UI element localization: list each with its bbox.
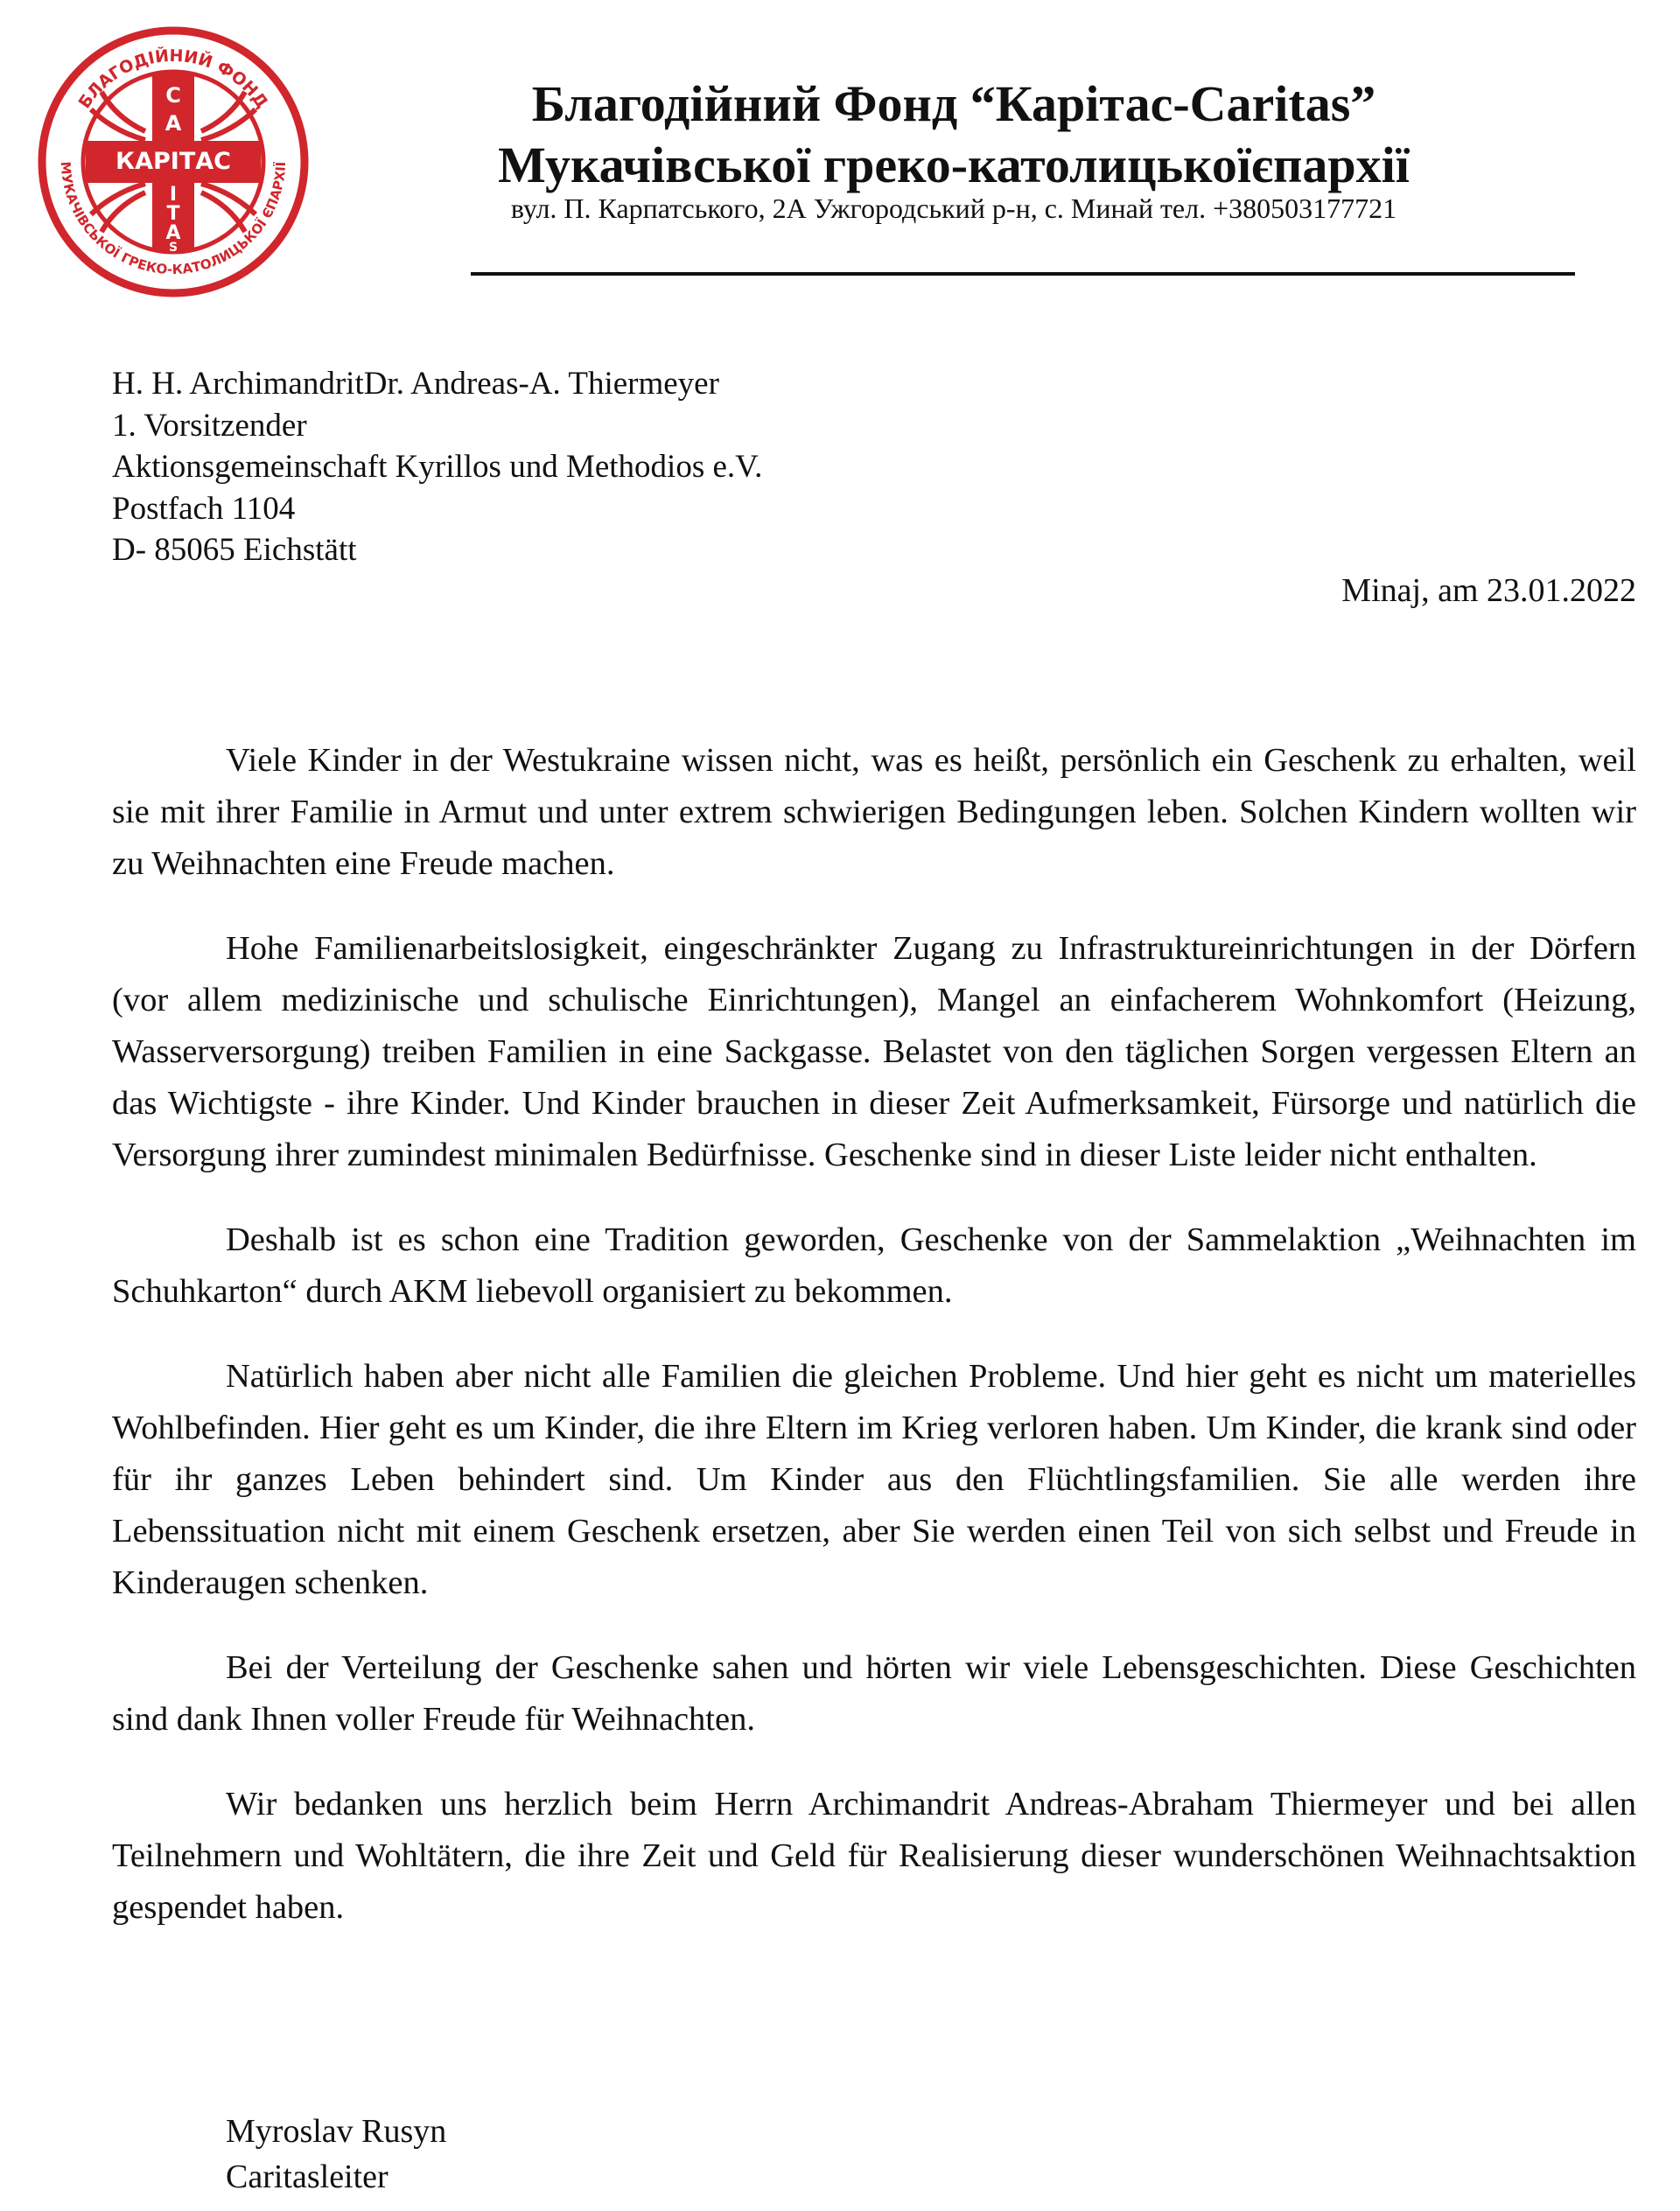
body-paragraph: Bei der Verteilung der Geschenke sahen und hörten wir viele Lebensgeschichten. Diese Geschichten sind dank Ihnen voller Freude für Weihnachten.: [112, 1649, 1636, 1738]
caritas-logo-icon: [33, 22, 313, 302]
logo-letter: A: [164, 111, 182, 136]
logo-letter: S: [168, 241, 178, 255]
body-paragraph: Natürlich haben aber nicht alle Familien die gleichen Probleme. Und hier geht es nicht um materielles Wohlbefinden. Hier geht es um Kinder, die ihre Eltern im Krieg verloren haben. Um Kinder, die krank sind oder für ihr ganzes Leben behindert sind. Um Kinder aus den Flüchtlingsfamilien. Sie alle werden ihre Lebenssituation nicht mit einem Geschenk ersetzen, aber Sie werden einen Teil von sich selbst und Freude in Kinderaugen schenken.: [112, 1358, 1636, 1601]
org-title-line2: Мукачівської греко-католицькоїєпархії: [498, 136, 1410, 193]
logo-letter: I: [169, 184, 178, 206]
logo-letter: C: [165, 83, 181, 108]
org-title-line1: Благодійний Фонд “Карітас-Caritas”: [531, 75, 1376, 132]
letter-body: [112, 735, 1636, 1967]
org-address: вул. П. Карпатського, 2А Ужгородський р-н, с. Минай тел. +380503177721: [510, 192, 1397, 224]
body-paragraph: Deshalb ist es schon eine Tradition geworden, Geschenke von der Sammelaktion „Weihnachten im Schuhkarton“ durch AKM liebevoll organisiert zu bekommen.: [112, 1221, 1636, 1310]
header-divider: [471, 272, 1575, 276]
recipient-line: Postfach 1104: [112, 490, 296, 527]
signature-name: Myroslav Rusyn: [226, 2113, 447, 2150]
date-line: Minaj, am 23.01.2022: [1341, 572, 1636, 609]
signature-role: Caritasleiter: [226, 2159, 388, 2195]
logo-ring-top-text: БЛАГОДІЙНИЙ ФОНД: [74, 45, 272, 113]
recipient-line: 1. Vorsitzender: [112, 407, 307, 444]
recipient-line: D- 85065 Eichstätt: [112, 532, 357, 568]
body-paragraph: Wir bedanken uns herzlich beim Herrn Archimandrit Andreas-Abraham Thiermeyer und bei allen Teilnehmern und Wohltätern, die ihre Zeit und Geld für Realisierung dieser wunderschönen Weihnachtsaktion gespendet haben.: [112, 1786, 1636, 1926]
logo-ring-bottom-text: МУКАЧІВСЬКОЇ ГРЕКО-КАТОЛИЦЬКОЇ ЄПАРХІЇ: [57, 161, 290, 278]
signature-block: [226, 2109, 446, 2200]
logo-cross-text: КАРІТАС: [116, 148, 231, 175]
body-paragraph: Hohe Familienarbeitslosigkeit, eingeschränkter Zugang zu Infrastruktureinrichtungen in der Dörfern (vor allem medizinische und schulische Einrichtungen), Mangel an einfacherem Wohnkomfort (Heizung, Wasserversorgung) treiben Familien in eine Sackgasse. Belastet von den täglichen Sorgen vergessen Eltern an das Wichtigste - ihre Kinder. Und Kinder brauchen in dieser Zeit Aufmerksamkeit, Fürsorge und natürlich die Versorgung ihrer zumindest minimalen Bedürfnisse. Geschenke sind in dieser Liste leider nicht enthalten.: [112, 930, 1636, 1173]
logo-letter: A: [165, 222, 181, 244]
recipient-line: H. H. ArchimandritDr. Andreas-A. Thiermeyer: [112, 366, 719, 402]
recipient-line: Aktionsgemeinschaft Kyrillos und Methodios e.V.: [112, 449, 763, 485]
body-paragraph: Viele Kinder in der Westukraine wissen nicht, was es heißt, persönlich ein Geschenk zu erhalten, weil sie mit ihrer Familie in Armut und unter extrem schwierigen Bedingungen leben. Solchen Kindern wollten wir zu Weihnachten eine Freude machen.: [112, 742, 1636, 882]
recipient-address-block: [112, 363, 762, 571]
logo-letter: T: [166, 203, 180, 225]
